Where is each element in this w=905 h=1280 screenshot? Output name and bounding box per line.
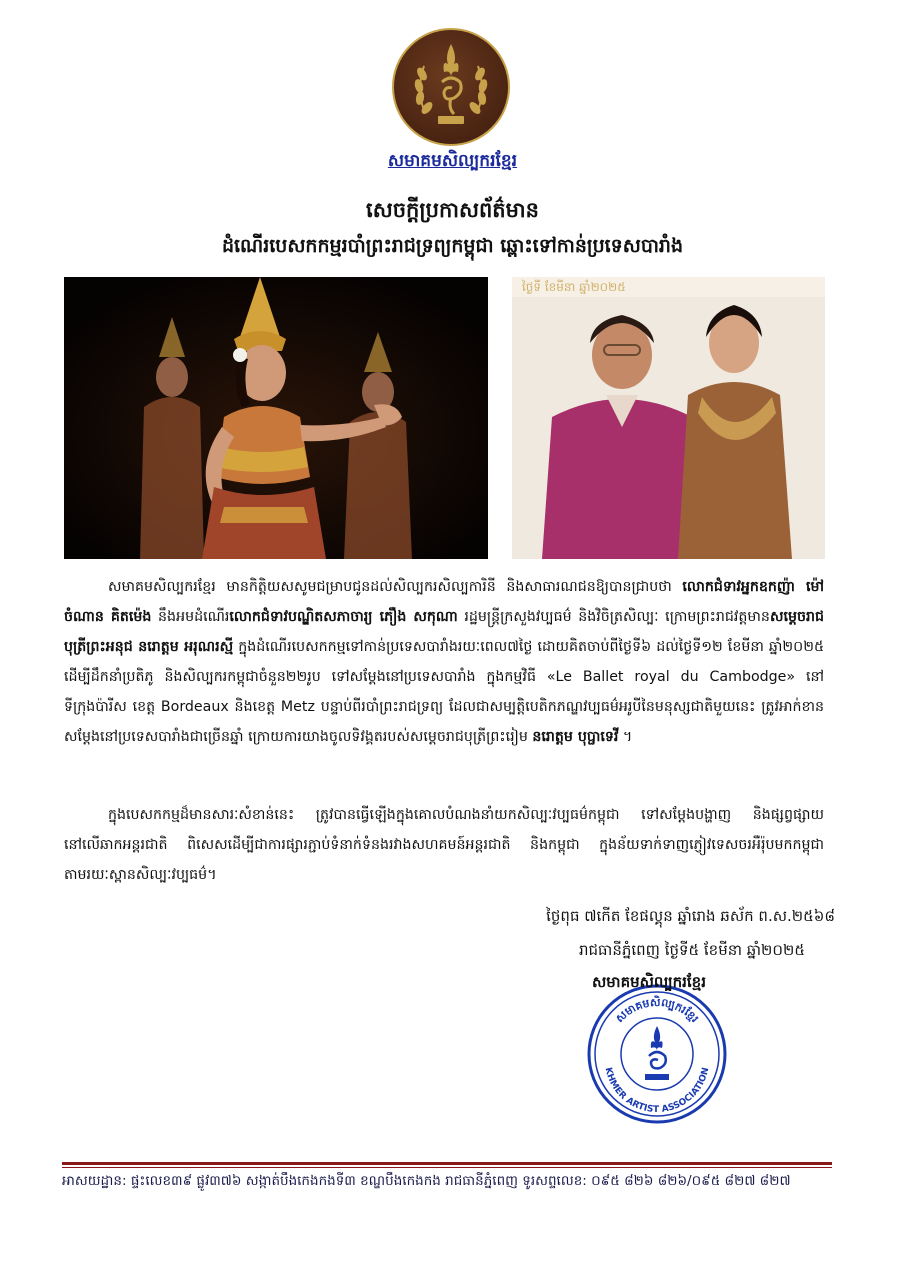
org-logo	[392, 28, 510, 146]
footer-divider	[62, 1162, 832, 1165]
paragraph-text: នឹងអមដំណើរ	[151, 609, 230, 625]
seal-text-top: សមាគមសិល្បករខ្មែរ	[613, 995, 702, 1026]
bold-name: នរោត្តម បុប្ផាទេវី	[532, 729, 619, 745]
association-seal-icon	[585, 982, 730, 1127]
svg-text:KHMER ARTIST ASSOCIATION	[603, 1067, 712, 1115]
bold-name: លោកជំទាវអ្នកឧកញ៉ា ម៉ៅ ចំណាន គិតម៉េង	[64, 579, 824, 625]
page-subtitle: ដំណើរបេសកកម្មរបាំព្រះរាជទ្រព្យកម្ពុជា ឆ្ពោះទៅកាន់ប្រទេសបារាំង	[221, 235, 684, 257]
page-title: សេចក្តីប្រកាសព័ត៌មាន	[366, 198, 539, 222]
paragraph-text: ក្នុងដំណើរបេសកកម្មទៅកាន់ប្រទេសបារាំងរយៈពេល៧ថ្ងៃ ដោយគិតចាប់ពីថ្ងៃទី៦ ដល់ថ្ងៃទី១២ ខែមីនា ឆ្នាំ២០២៥ ដើម្បីដឹកនាំប្រតិភូ និងសិល្បករកម្ពុជាចំនួន២២រូប ទៅសម្តែងនៅប្រទេសបារាំង ក្នុងកម្មវិធី «Le Ballet royal du Cambodge» នៅទីក្រុងប៉ារីស ខេត្ត Bordeaux និងខេត្ត Metz បន្ទាប់ពីរបាំព្រះរាជទ្រព្យ ដែលជាសម្បត្តិបេតិកភណ្ឌវប្បធម៌អរូបីនៃមនុស្សជាតិមួយនេះ ត្រូវអាក់ខានសម្តែងនៅប្រទេសបារាំងជាច្រើនឆ្នាំ ក្រោយការយាងចូលទិវង្គតរបស់សម្តេចរាជបុត្រីព្រះរៀម	[64, 639, 825, 745]
paragraph-text: សមាគមសិល្បករខ្មែរ មានកិត្តិយសសូមជម្រាបជូនដល់សិល្បករសិល្បការិនី និងសាធារណជនឱ្យបានជ្រាបថា	[108, 579, 683, 595]
dancer-photo	[64, 277, 488, 559]
paragraph-text: រដ្ឋមន្ត្រីក្រសួងវប្បធម៌ និងវិចិត្រសិល្បៈ ក្រោមព្រះរាជវត្តមាន	[457, 609, 770, 625]
association-seal	[585, 982, 730, 1127]
footer-divider-thin	[62, 1167, 832, 1168]
paragraph-text: ។	[618, 729, 633, 745]
footer-address: អាសយដ្ឋាន: ផ្ទះលេខ៣៩ ផ្លូវ៣៧៦ សង្កាត់បឹងកេងកងទី៣ ខណ្ឌបឹងកេងកង រាជធានីភ្នំពេញ ទូរសព្ទលេខ: ០៩៥ ៨២៦ ៨២៦/០៩៥ ៨២៧ ៨២៧	[62, 1173, 791, 1189]
body-paragraph-2	[64, 800, 824, 890]
signer-name: សមាគមសិល្បករខ្មែរ	[592, 973, 706, 991]
org-name: សមាគមសិល្បករខ្មែរ	[387, 151, 518, 171]
paragraph-text: ក្នុងបេសកកម្មដ៏មានសារៈសំខាន់នេះ ត្រូវបានធ្វើឡើងក្នុងគោលបំណងនាំយកសិល្បៈវប្បធម៌កម្ពុជា ទៅសម្តែងបង្ហាញ និងផ្សព្វផ្សាយនៅលើឆាកអន្តរជាតិ ពិសេសដើម្បីជាការផ្សារភ្ជាប់ទំនាក់ទំនងរវាងសហគមន៍អន្តរជាតិ និងកម្ពុជា ក្នុងន័យទាក់ទាញភ្ញៀវទេសចរអឺរ៉ុបមកកម្ពុជា តាមរយៈស្ពានសិល្បៈវប្បធម៌។	[64, 807, 824, 883]
photo-caption: ថ្ងៃទី ខែមីនា ឆ្នាំ២០២៥	[522, 280, 626, 294]
bold-name: សម្តេចរាជបុត្រីព្រះអនុជ នរោត្តម អរុណរស្មី	[64, 609, 824, 655]
apsara-dancer-photo-icon	[64, 277, 488, 559]
apsara-laurel-logo-icon	[392, 28, 510, 146]
solar-date: រាជធានីភ្នំពេញ ថ្ងៃទី៥ ខែមីនា ឆ្នាំ២០២៥	[579, 941, 805, 959]
officials-photo	[512, 277, 825, 559]
two-women-photo-icon	[512, 277, 825, 559]
body-paragraph-1	[64, 572, 824, 752]
lunar-date: ថ្ងៃពុធ ៧កើត ខែផល្គុន ឆ្នាំរោង ឆស័ក ព.ស.២៥៦៨	[546, 907, 835, 925]
bold-name: លោកជំទាវបណ្ឌិតសភាចារ្យ ភឿង សកុណា	[229, 609, 458, 625]
seal-text-bottom: KHMER ARTIST ASSOCIATION	[602, 1066, 712, 1116]
